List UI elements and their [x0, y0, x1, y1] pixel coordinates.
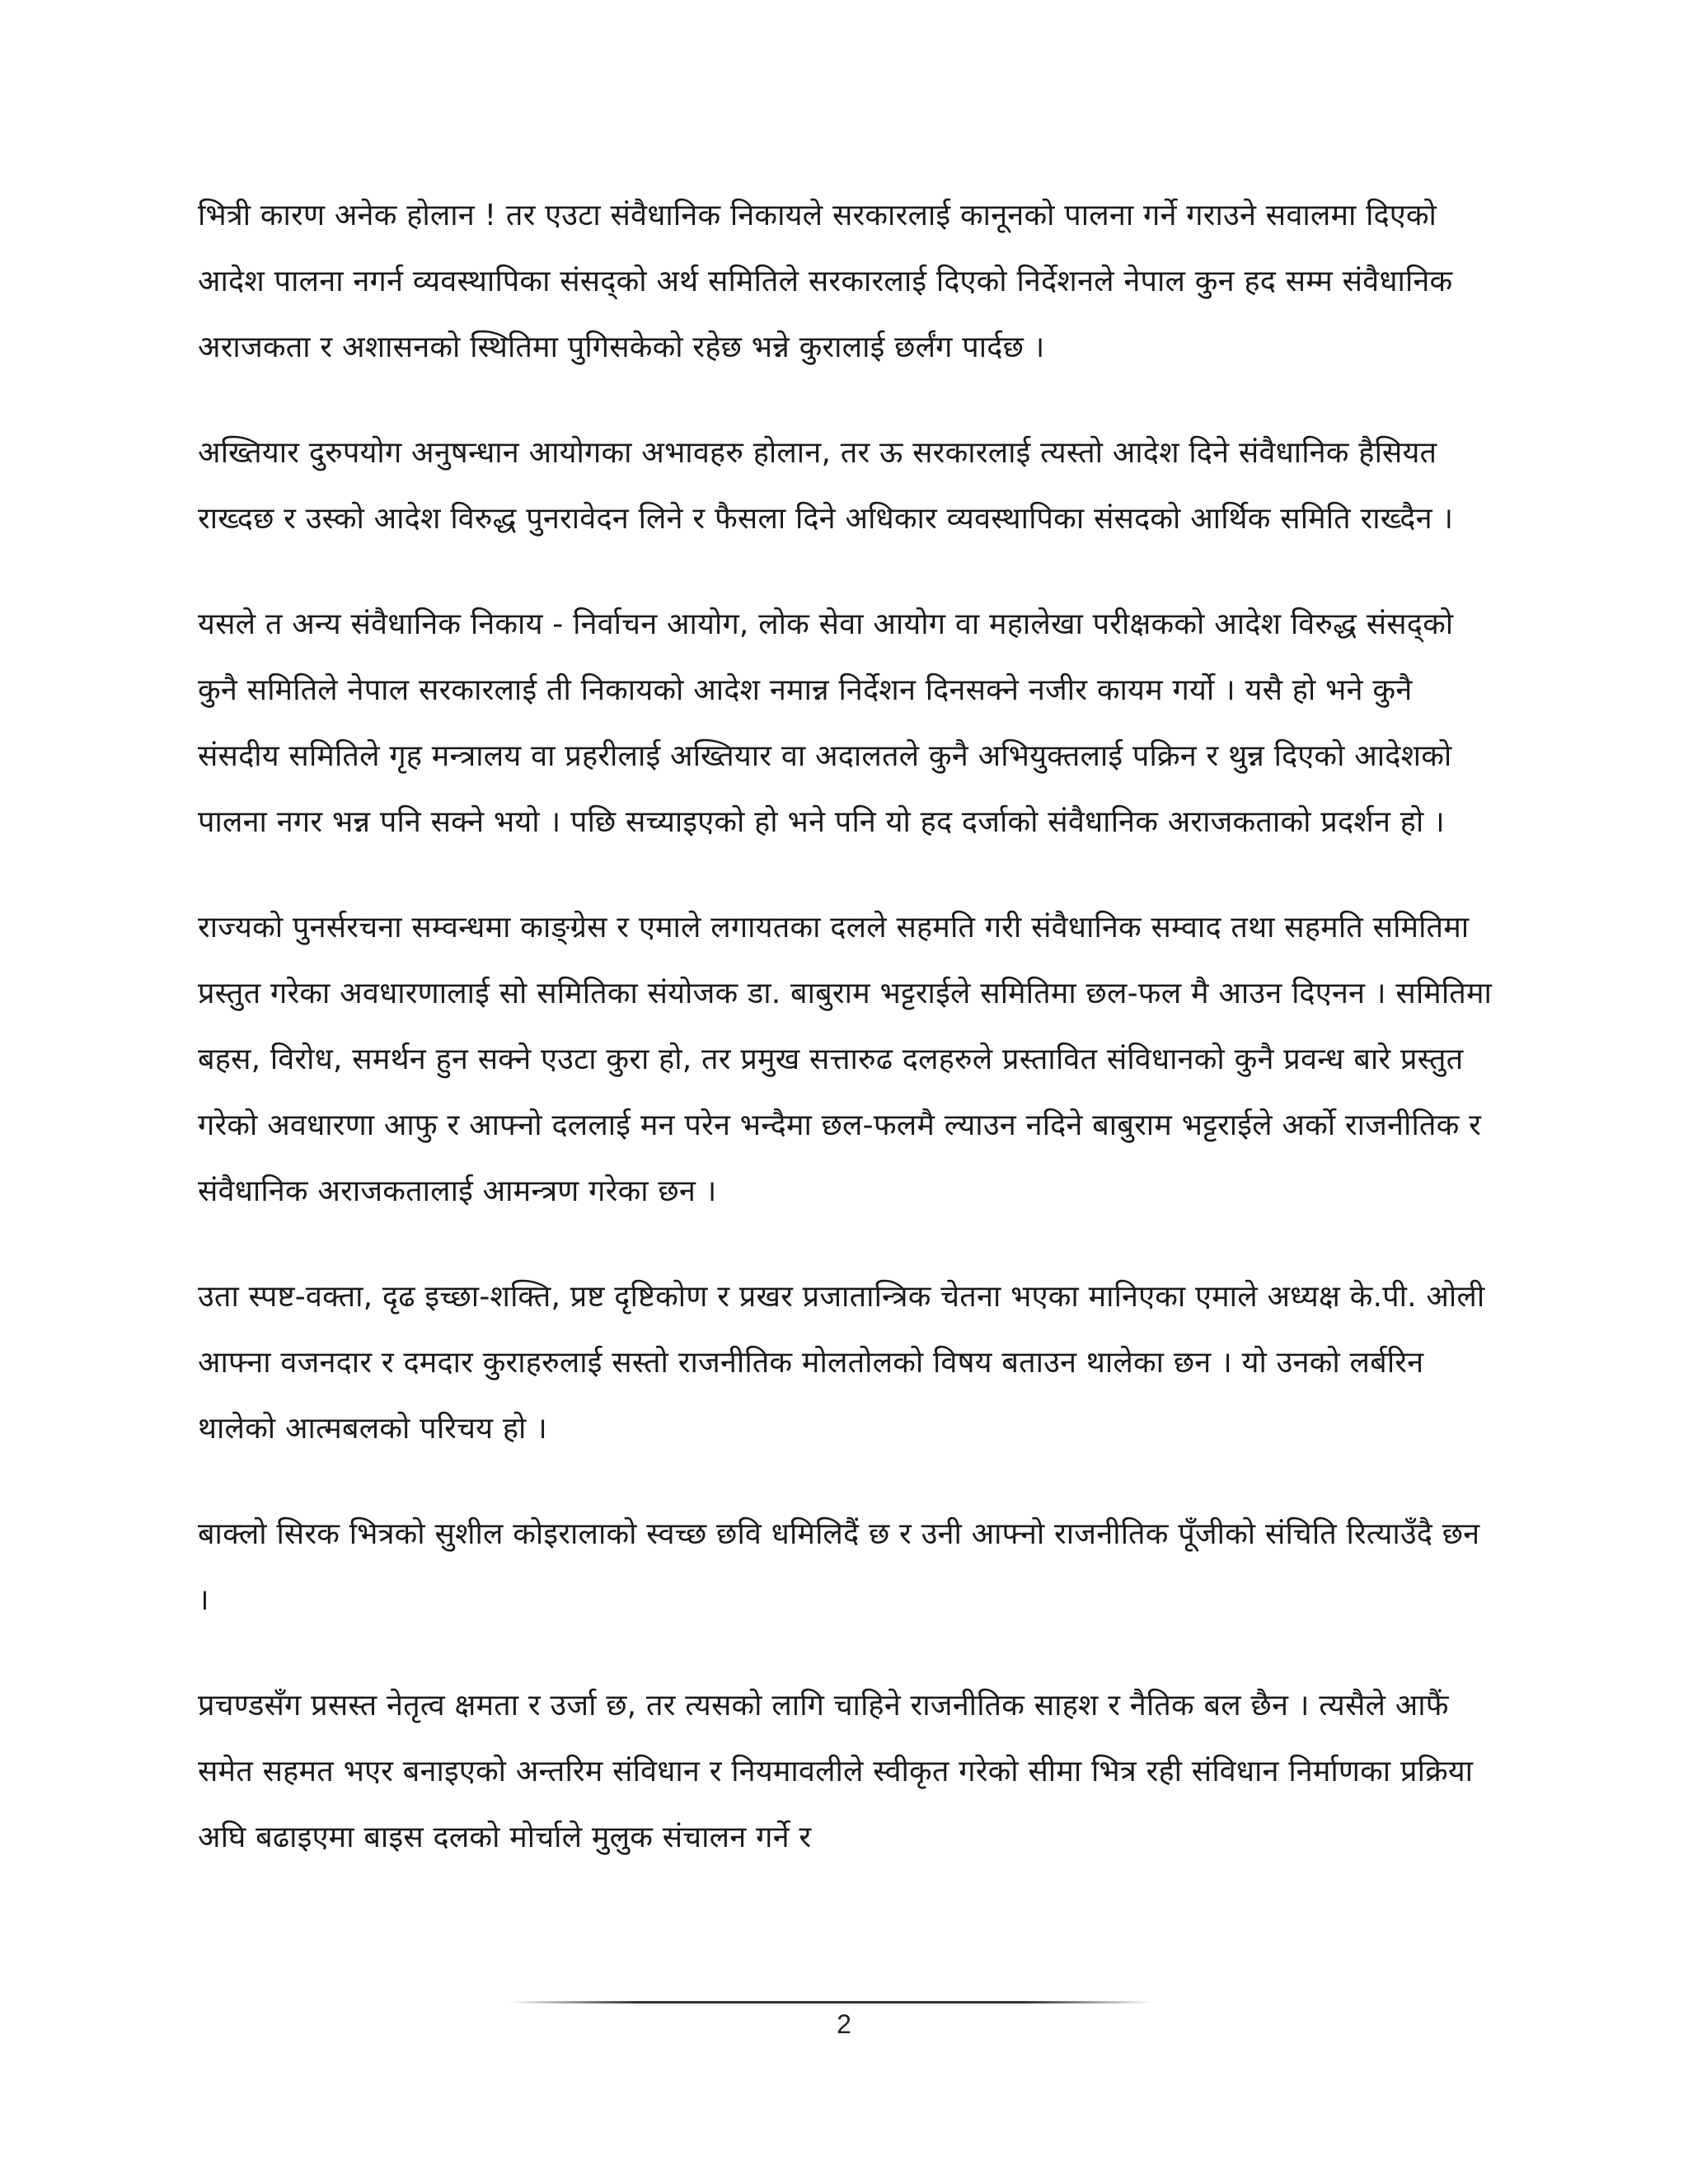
paragraph-3: यसले त अन्य संवैधानिक निकाय - निर्वाचन आयोग, लोक सेवा आयोग वा महालेखा परीक्षकको आदेश विरुद्ध संसद्को कुनै समितिले नेपाल सरकारलाई ती निकायको आदेश नमान्न निर्देशन दिनसक्ने नजीर कायम गर्यो । यसै हो भने कुनै संसदीय समितिले गृह मन्त्रालय वा प्रहरीलाई अख्तियार वा अदालतले कुनै अभियुक्तलाई पक्रिन र थुन्न दिएको आदेशको पालना नगर भन्न पनि सक्ने भयो । पछि सच्याइएको हो भने पनि यो हद दर्जाको संवैधानिक अराजकताको प्रदर्शन हो । [198, 607, 1454, 839]
document-body [198, 183, 1492, 1910]
paragraph-1: भित्री कारण अनेक होलान ! तर एउटा संवैधानिक निकायले सरकारलाई कानूनको पालना गर्ने गराउने सवालमा दिएको आदेश पालना नगर्न व्यवस्थापिका संसद्को अर्थ समितिले सरकारलाई दिएको निर्देशनले नेपाल कुन हद सम्म संवैधानिक अराजकता र अशासनको स्थितिमा पुगिसकेको रहेछ भन्ने कुरालाई छर्लंग पार्दछ । [198, 199, 1453, 364]
paragraph-7: प्रचण्डसँग प्रसस्त नेतृत्व क्षमता र उर्जा छ, तर त्यसको लागि चाहिने राजनीतिक साहश र नैतिक बल छैन । त्यसैले आफैं समेत सहमत भएर बनाइएको अन्तरिम संविधान र नियमावलीले स्वीकृत गरेको सीमा भित्र रही संविधान निर्माणका प्रक्रिया अघि बढाइएमा बाइस दलको मोर्चाले मुलुक संचालन गर्ने र [198, 1689, 1474, 1854]
paragraph-5: उता स्पष्ट-वक्ता, दृढ इच्छा-शक्ति, प्रष्ट दृष्टिकोण र प्रखर प्रजातान्त्रिक चेतना भएका मानिएका एमाले अध्यक्ष के.पी. ओली आफ्ना वजनदार र दमदार कुराहरुलाई सस्तो राजनीतिक मोलतोलको विषय बताउन थालेका छन । यो उनको लर्बरिन थालेको आत्मबलको परिचय हो । [198, 1280, 1485, 1446]
paragraph-2: अख्तियार दुरुपयोग अनुषन्धान आयोगका अभावहरु होलान, तर ऊ सरकारलाई त्यस्तो आदेश दिने संवैधानिक हैसियत राख्दछ र उस्को आदेश विरुद्ध पुनरावेदन लिने र फैसला दिने अधिकार व्यवस्थापिका संसदको आर्थिक समिति राख्दैन । [198, 436, 1454, 536]
footer-divider [509, 2001, 1152, 2004]
page-number: 2 [837, 2009, 851, 2039]
paragraph-6: बाक्लो सिरक भित्रको सुशील कोइरालाको स्वच्छ छवि धमिलिदैं छ र उनी आफ्नो राजनीतिक पूँजीको संचिति रित्याउँदै छन । [198, 1517, 1480, 1617]
paragraph-4: राज्यको पुनर्सरचना सम्वन्धमा काङ्ग्रेस र एमाले लगायतका दलले सहमति गरी संवैधानिक सम्वाद तथा सहमति समितिमा प्रस्तुत गरेका अवधारणालाई सो समितिका संयोजक डा. बाबुराम भट्टराईले समितिमा छल-फल मै आउन दिएनन । समितिमा बहस, विरोध, समर्थन हुन सक्ने एउटा कुरा हो, तर प्रमुख सत्तारुढ दलहरुले प्रस्तावित संविधानको कुनै प्रवन्ध बारे प्रस्तुत गरेको अवधारणा आफु र आफ्नो दललाई मन परेन भन्दैमा छल-फलमै ल्याउन नदिने बाबुराम भट्टराईले अर्को राजनीतिक र संवैधानिक अराजकतालाई आमन्त्रण गरेका छन । [198, 911, 1493, 1208]
